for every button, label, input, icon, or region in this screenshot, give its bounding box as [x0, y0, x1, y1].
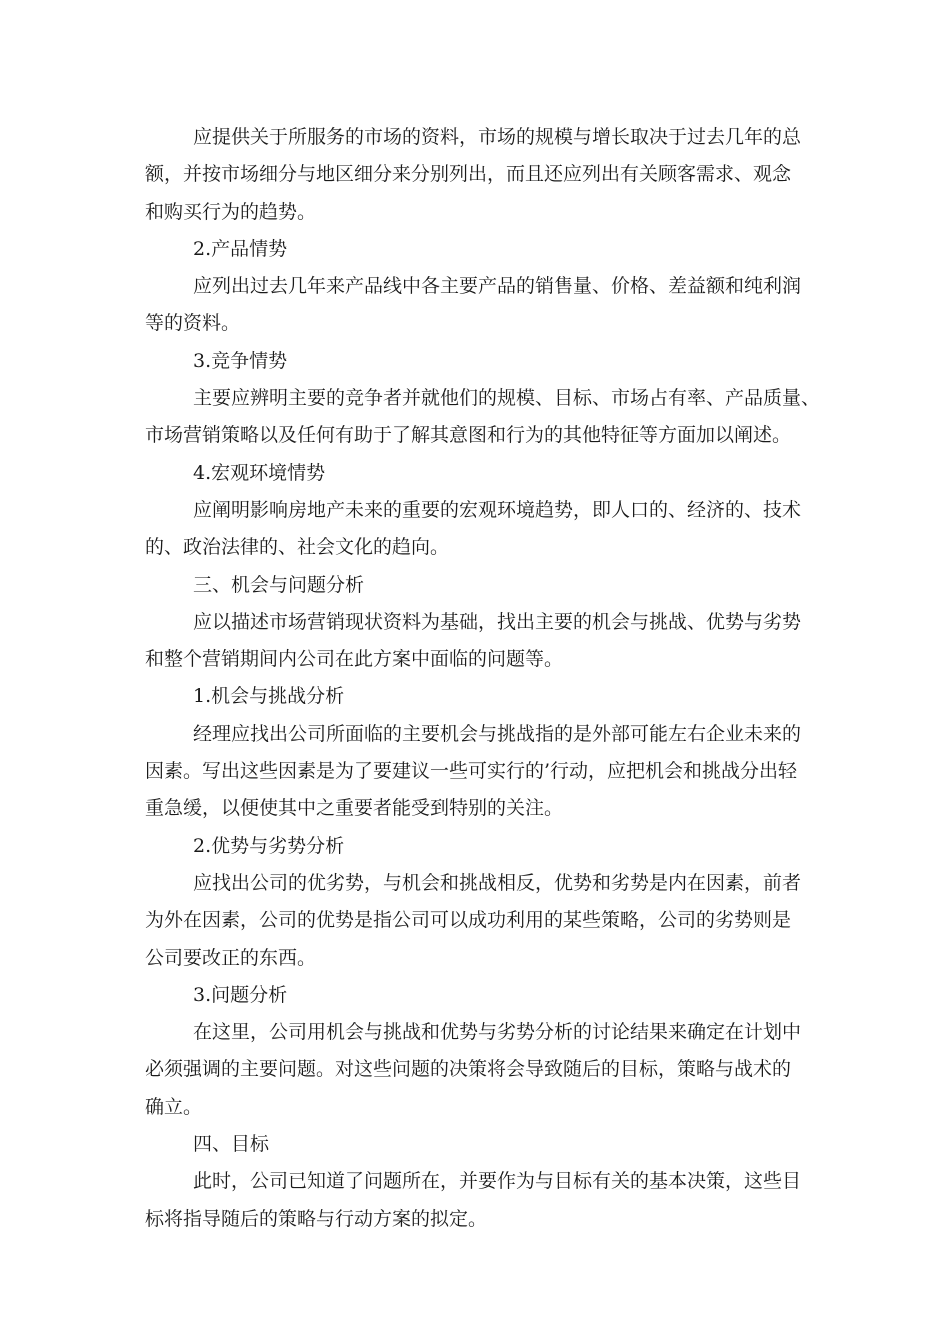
text-line-22: 为外在因素，公司的优势是指公司可以成功利用的某些策略，公司的劣势则是 — [145, 909, 792, 932]
text-line-19: 重急缓，以便使其中之重要者能受到特别的关注。 — [145, 797, 564, 820]
text-line-8: 主要应辨明主要的竞争者并就他们的规模、目标、市场占有率、产品质量、 — [193, 387, 821, 410]
text-line-5: 应列出过去几年来产品线中各主要产品的销售量、价格、差益额和纯利润 — [193, 275, 802, 298]
section-heading-product: 2.产品情势 — [193, 237, 288, 260]
section-heading-competition: 3.竞争情势 — [193, 349, 288, 372]
text-line-29: 此时，公司已知道了问题所在，并要作为与目标有关的基本决策，这些目 — [193, 1170, 802, 1193]
section-heading-objectives: 四、目标 — [193, 1133, 270, 1156]
text-line-11: 应阐明影响房地产未来的重要的宏观环境趋势，即人口的、经济的、技术 — [193, 498, 802, 521]
text-line-14: 应以描述市场营销现状资料为基础，找出主要的机会与挑战、优势与劣势 — [193, 610, 802, 633]
text-line-30: 标将指导随后的策略与行动方案的拟定。 — [145, 1207, 488, 1230]
text-line-15: 和整个营销期间内公司在此方案中面临的问题等。 — [145, 648, 564, 671]
text-line-6: 等的资料。 — [145, 312, 241, 335]
section-heading-problem-analysis: 3.问题分析 — [193, 983, 288, 1006]
section-heading-opportunity-challenge: 1.机会与挑战分析 — [193, 685, 345, 708]
section-heading-macro-environment: 4.宏观环境情势 — [193, 461, 326, 484]
text-line-18: 因素。写出这些因素是为了要建议一些可实行的’行动，应把机会和挑战分出轻 — [145, 760, 798, 783]
section-heading-opportunity-analysis: 三、机会与问题分析 — [193, 573, 365, 596]
text-line-26: 必须强调的主要问题。对这些问题的决策将会导致随后的目标，策略与战术的 — [145, 1058, 792, 1081]
text-line-17: 经理应找出公司所面临的主要机会与挑战指的是外部可能左右企业未来的 — [193, 722, 802, 745]
text-line-21: 应找出公司的优劣势，与机会和挑战相反，优势和劣势是内在因素，前者 — [193, 871, 802, 894]
text-line-27: 确立。 — [145, 1095, 203, 1118]
text-line-12: 的、政治法律的、社会文化的趋向。 — [145, 536, 450, 559]
text-line-2: 额，并按市场细分与地区细分来分别列出，而且还应列出有关顾客需求、观念 — [145, 163, 792, 186]
section-heading-strengths-weaknesses: 2.优势与劣势分析 — [193, 834, 345, 857]
text-block — [145, 119, 825, 1238]
text-line-23: 公司要改正的东西。 — [145, 946, 317, 969]
text-line-25: 在这里，公司用机会与挑战和优势与劣势分析的讨论结果来确定在计划中 — [193, 1021, 802, 1044]
text-line-3: 和购买行为的趋势。 — [145, 200, 317, 223]
text-line-9: 市场营销策略以及任何有助于了解其意图和行为的其他特征等方面加以阐述。 — [145, 424, 792, 447]
text-line-1: 应提供关于所服务的市场的资料，市场的规模与增长取决于过去几年的总 — [193, 126, 802, 148]
document-body — [145, 119, 825, 1238]
